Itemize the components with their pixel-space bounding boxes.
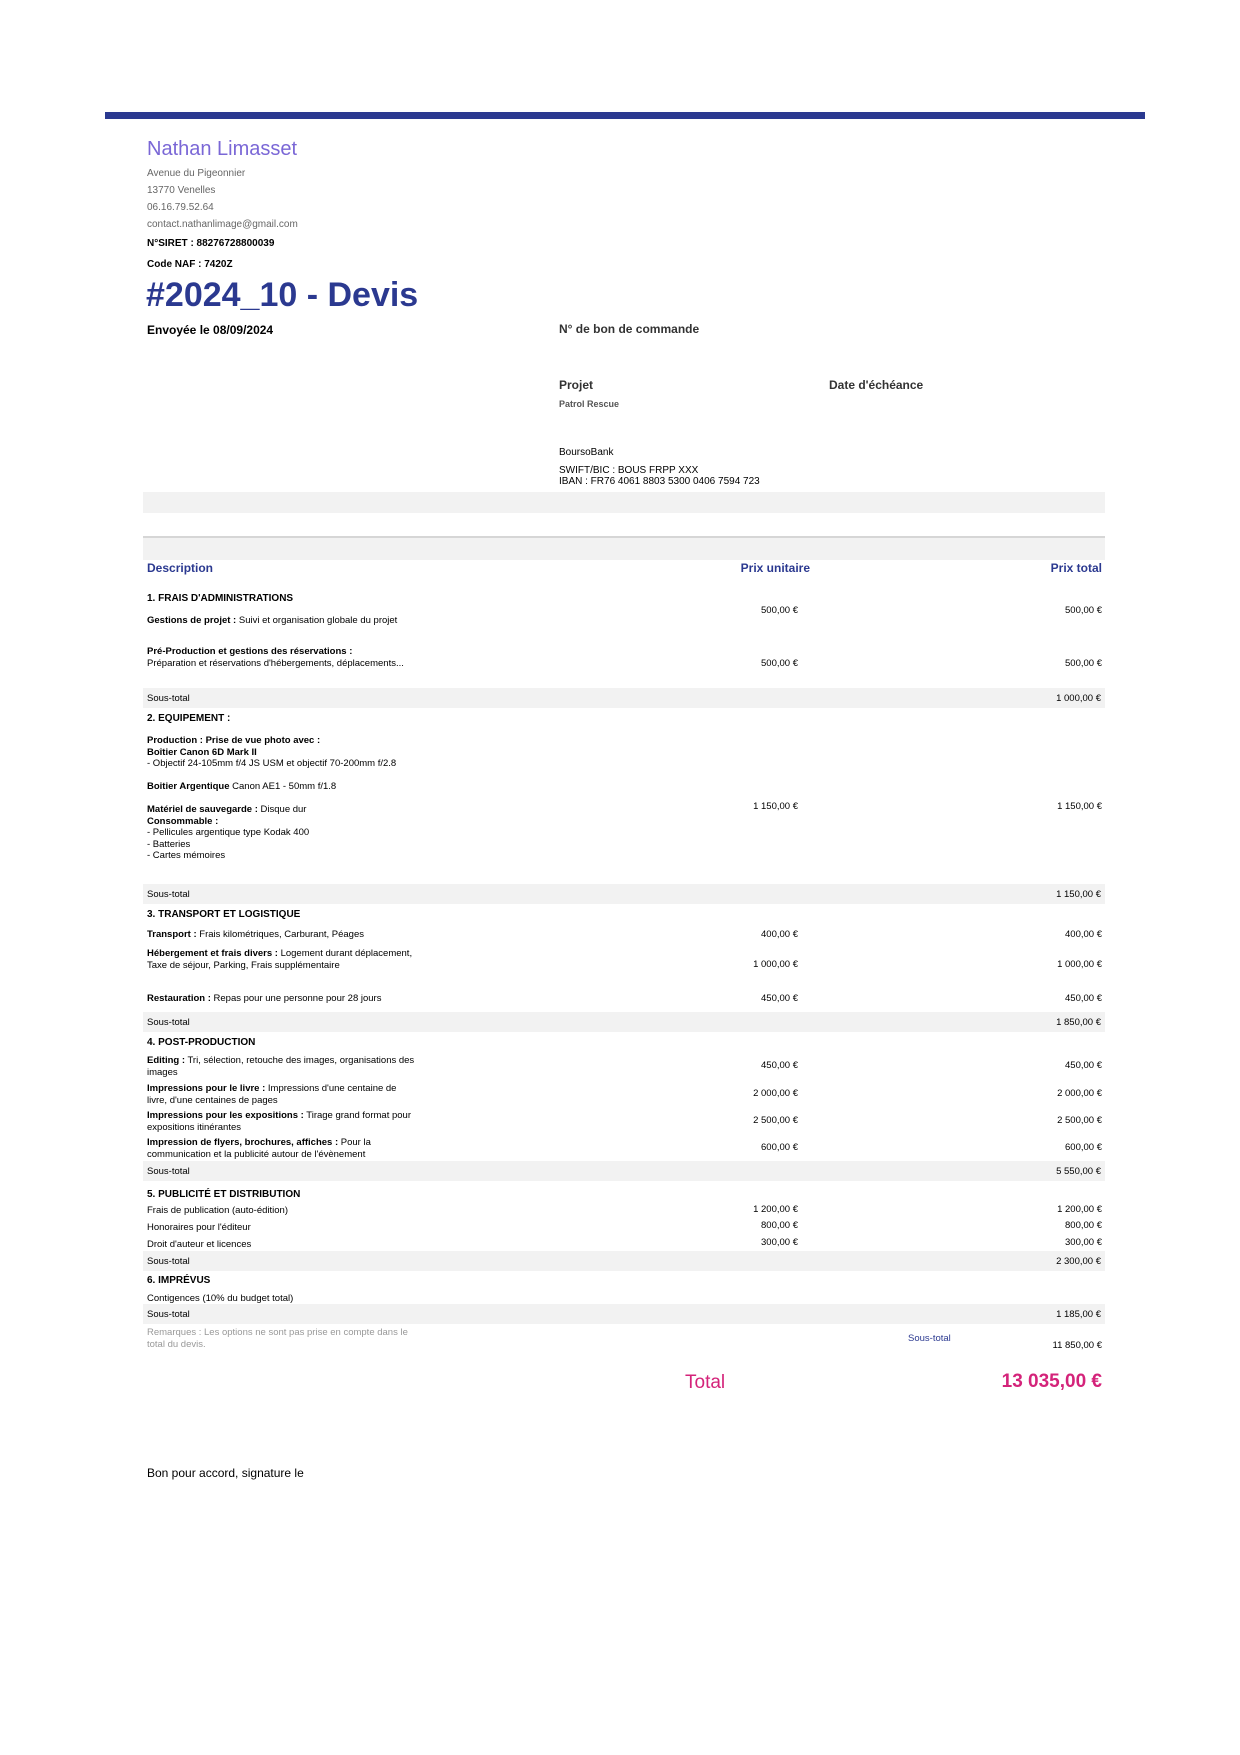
line-item: Contigences (10% du budget total) — [147, 1293, 294, 1304]
line-item: Impressions pour le livre : Impressions d'une centaine de livre, d'une centaines de pages — [147, 1083, 397, 1106]
subtotal-value: 1 150,00 € — [1056, 889, 1101, 900]
subtotal-value: 1 185,00 € — [1056, 1309, 1101, 1320]
subtotal-value: 1 000,00 € — [1056, 693, 1101, 704]
section-title: 5. PUBLICITÉ ET DISTRIBUTION — [147, 1189, 301, 1200]
line-item: Impressions pour les expositions : Tirage grand format pour expositions itinérantes — [147, 1110, 411, 1133]
section-title: 1. FRAIS D'ADMINISTRATIONS — [147, 593, 294, 604]
document-title: #2024_10 - Devis — [146, 276, 419, 314]
total-price: 2 500,00 € — [1057, 1115, 1102, 1126]
line-item: Production : Prise de vue photo avec : Boîtier Canon 6D Mark II - Objectif 24-105mm f/4 JS USM et objectif 70-200mm f/2.8 Boitier Argentique Canon AE1 - 50mm f/1.8 Matériel de sauvegarde : Disque dur Consommable : - Pellicules argentique type Kodak 400 - Batteries - Cartes mémoires — [147, 735, 397, 861]
total-label: Total — [685, 1372, 726, 1393]
subtotal-label: Sous-total — [147, 1166, 190, 1177]
header-accent-bar — [105, 112, 1145, 119]
unit-price: 800,00 € — [761, 1220, 798, 1231]
unit-price: 300,00 € — [761, 1237, 798, 1248]
line-item: Gestions de projet : Suivi et organisation globale du projet — [147, 615, 398, 626]
project-label: Projet — [559, 378, 594, 392]
project-value: Patrol Rescue — [559, 399, 620, 409]
line-item: Pré-Production et gestions des réservations : Préparation et réservations d'hébergements, déplacements... — [147, 646, 404, 669]
sent-date: Envoyée le 08/09/2024 — [147, 323, 274, 337]
subtotal-label: Sous-total — [147, 693, 190, 704]
unit-price: 2 000,00 € — [753, 1088, 798, 1099]
remarks: Remarques : Les options ne sont pas prise en compte dans le total du devis. — [147, 1327, 408, 1350]
total-price: 1 200,00 € — [1057, 1204, 1102, 1215]
total-price: 600,00 € — [1065, 1142, 1102, 1153]
line-item: Frais de publication (auto-édition) — [147, 1205, 288, 1216]
total-value: 13 035,00 € — [1001, 1371, 1102, 1392]
total-price: 1 000,00 € — [1057, 959, 1102, 970]
bank-iban: IBAN : FR76 4061 8803 5300 0406 7594 723 — [559, 476, 760, 487]
due-date-label: Date d'échéance — [829, 378, 924, 392]
line-item: Restauration : Repas pour une personne pour 28 jours — [147, 993, 382, 1004]
subtotal-value: 2 300,00 € — [1056, 1256, 1101, 1267]
unit-price: 2 500,00 € — [753, 1115, 798, 1126]
unit-price: 600,00 € — [761, 1142, 798, 1153]
unit-price: 450,00 € — [761, 1060, 798, 1071]
subtotal-value: 5 550,00 € — [1056, 1166, 1101, 1177]
section-title: 6. IMPRÉVUS — [147, 1275, 211, 1286]
subtotal-label: Sous-total — [147, 889, 190, 900]
seller-street: Avenue du Pigeonnier — [147, 168, 246, 179]
seller-naf: Code NAF : 7420Z — [147, 259, 233, 270]
header-band — [143, 538, 1105, 560]
total-price: 500,00 € — [1065, 605, 1102, 616]
line-item: Honoraires pour l'éditeur — [147, 1222, 251, 1233]
unit-price: 1 150,00 € — [753, 801, 798, 812]
subtotal-row — [143, 884, 1105, 904]
total-price: 300,00 € — [1065, 1237, 1102, 1248]
seller-siret: N°SIRET : 88276728800039 — [147, 238, 275, 249]
subtotal-row — [143, 1161, 1105, 1181]
unit-price: 500,00 € — [761, 658, 798, 669]
total-price: 450,00 € — [1065, 1060, 1102, 1071]
subtotal-label: Sous-total — [147, 1256, 190, 1267]
po-label: N° de bon de commande — [559, 322, 700, 336]
total-price: 2 000,00 € — [1057, 1088, 1102, 1099]
line-item: Impression de flyers, brochures, affiches : Pour la communication et la publicité autour de l'évènement — [147, 1137, 371, 1160]
unit-price: 1 200,00 € — [753, 1204, 798, 1215]
seller-city: 13770 Venelles — [147, 185, 216, 196]
line-item: Editing : Tri, sélection, retouche des images, organisations des images — [147, 1055, 415, 1078]
separator-band — [143, 492, 1105, 513]
seller-phone: 06.16.79.52.64 — [147, 202, 214, 213]
grand-subtotal-value: 11 850,00 € — [1052, 1340, 1102, 1351]
subtotal-label: Sous-total — [147, 1017, 190, 1028]
subtotal-row — [143, 688, 1105, 708]
bank-name: BoursoBank — [559, 447, 614, 458]
section-title: 3. TRANSPORT ET LOGISTIQUE — [147, 909, 301, 920]
col-description: Description — [147, 561, 214, 575]
seller-name: Nathan Limasset — [147, 138, 298, 160]
total-price: 400,00 € — [1065, 929, 1102, 940]
subtotal-row — [143, 1012, 1105, 1032]
subtotal-row — [143, 1304, 1105, 1324]
line-item: Hébergement et frais divers : Logement durant déplacement, Taxe de séjour, Parking, Frais supplémentaire — [147, 948, 413, 971]
unit-price: 400,00 € — [761, 929, 798, 940]
subtotal-label: Sous-total — [147, 1309, 190, 1320]
total-price: 500,00 € — [1065, 658, 1102, 669]
unit-price: 500,00 € — [761, 605, 798, 616]
seller-email: contact.nathanlimage@gmail.com — [147, 219, 298, 230]
subtotal-value: 1 850,00 € — [1056, 1017, 1101, 1028]
line-item: Transport : Frais kilométriques, Carburant, Péages — [147, 929, 365, 940]
unit-price: 1 000,00 € — [753, 959, 798, 970]
col-unit-price: Prix unitaire — [740, 561, 810, 575]
col-total-price: Prix total — [1050, 561, 1102, 575]
bank-swift: SWIFT/BIC : BOUS FRPP XXX — [559, 465, 699, 476]
unit-price: 450,00 € — [761, 993, 798, 1004]
section-title: 2. EQUIPEMENT : — [147, 713, 231, 724]
subtotal-row — [143, 1251, 1105, 1271]
total-price: 800,00 € — [1065, 1220, 1102, 1231]
line-item: Droit d'auteur et licences — [147, 1239, 252, 1250]
total-price: 1 150,00 € — [1057, 801, 1102, 812]
grand-subtotal-label: Sous-total — [908, 1333, 951, 1344]
signature-line: Bon pour accord, signature le — [147, 1466, 304, 1480]
section-title: 4. POST-PRODUCTION — [147, 1037, 256, 1048]
total-price: 450,00 € — [1065, 993, 1102, 1004]
